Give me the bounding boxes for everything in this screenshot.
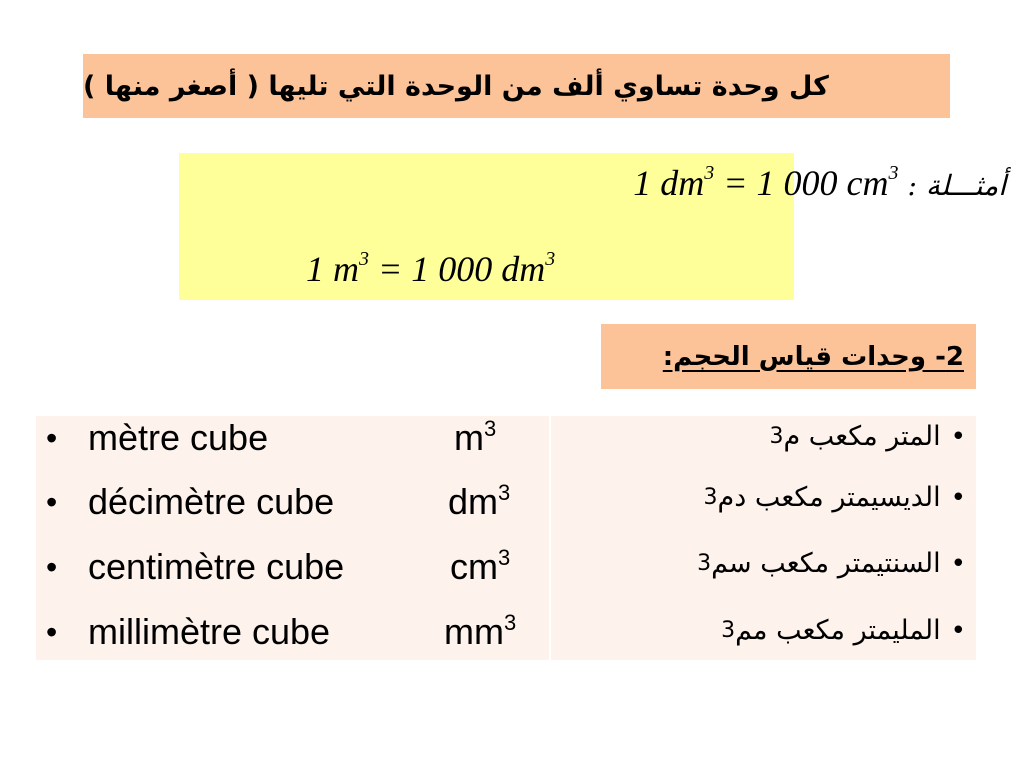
arabic-unit-name: الديسيمتر مكعب دم bbox=[717, 482, 941, 513]
bullet-icon: • bbox=[46, 484, 58, 520]
bullet-icon: • bbox=[950, 616, 966, 646]
bullet-icon: • bbox=[46, 614, 58, 650]
examples-label: أمثـــلة : bbox=[907, 169, 1006, 202]
example-1-left-exp: 3 bbox=[704, 162, 715, 184]
arabic-unit-name: المتر مكعب م bbox=[783, 421, 941, 452]
page-title: كل وحدة تساوي ألف من الوحدة التي تليها ( أصغر منها ) bbox=[83, 70, 829, 102]
arabic-unit-row: • المتر مكعب م 3 bbox=[769, 417, 966, 457]
header-banner bbox=[83, 54, 950, 118]
french-unit-symbol: $cm^3$ bbox=[450, 545, 511, 587]
section-title: 2- وحدات قياس الحجم: bbox=[662, 341, 964, 372]
arabic-unit-name: المليمتر مكعب مم bbox=[735, 615, 941, 646]
units-column-divider bbox=[549, 416, 551, 660]
example-line-1 bbox=[633, 162, 1006, 204]
arabic-unit-row: • السنتيمتر مكعب سم 3 bbox=[697, 544, 966, 584]
french-unit-symbol: $mm^3$ bbox=[444, 610, 517, 652]
arabic-unit-name: السنتيمتر مكعب سم bbox=[711, 548, 941, 579]
example-2-left-exp: 3 bbox=[359, 248, 369, 270]
arabic-unit-row: • المليمتر مكعب مم 3 bbox=[721, 611, 966, 651]
example-1-right: = 1 000 cm bbox=[714, 163, 889, 203]
bullet-icon: • bbox=[950, 483, 966, 513]
french-unit-name: mètre cube bbox=[88, 417, 269, 458]
bullet-icon: • bbox=[950, 549, 966, 579]
example-1-right-exp: 3 bbox=[888, 162, 899, 184]
french-unit-name: millimètre cube bbox=[88, 611, 331, 652]
french-unit-symbol: $dm^3$ bbox=[448, 480, 511, 522]
example-2-left: 1 m bbox=[306, 249, 359, 289]
example-line-2 bbox=[306, 248, 555, 290]
example-1-left: 1 dm bbox=[633, 163, 705, 203]
section-heading-box bbox=[601, 324, 976, 389]
bullet-icon: • bbox=[46, 549, 58, 585]
example-2-right: = 1 000 dm bbox=[369, 249, 546, 289]
bullet-icon: • bbox=[950, 422, 966, 452]
arabic-unit-row: • الديسيمتر مكعب دم 3 bbox=[704, 478, 966, 518]
french-unit-symbol: $m^3$ bbox=[454, 416, 497, 458]
example-2-right-exp: 3 bbox=[545, 248, 556, 270]
french-unit-name: centimètre cube bbox=[88, 546, 345, 587]
bullet-icon: • bbox=[46, 420, 58, 456]
french-unit-name: décimètre cube bbox=[88, 481, 335, 522]
